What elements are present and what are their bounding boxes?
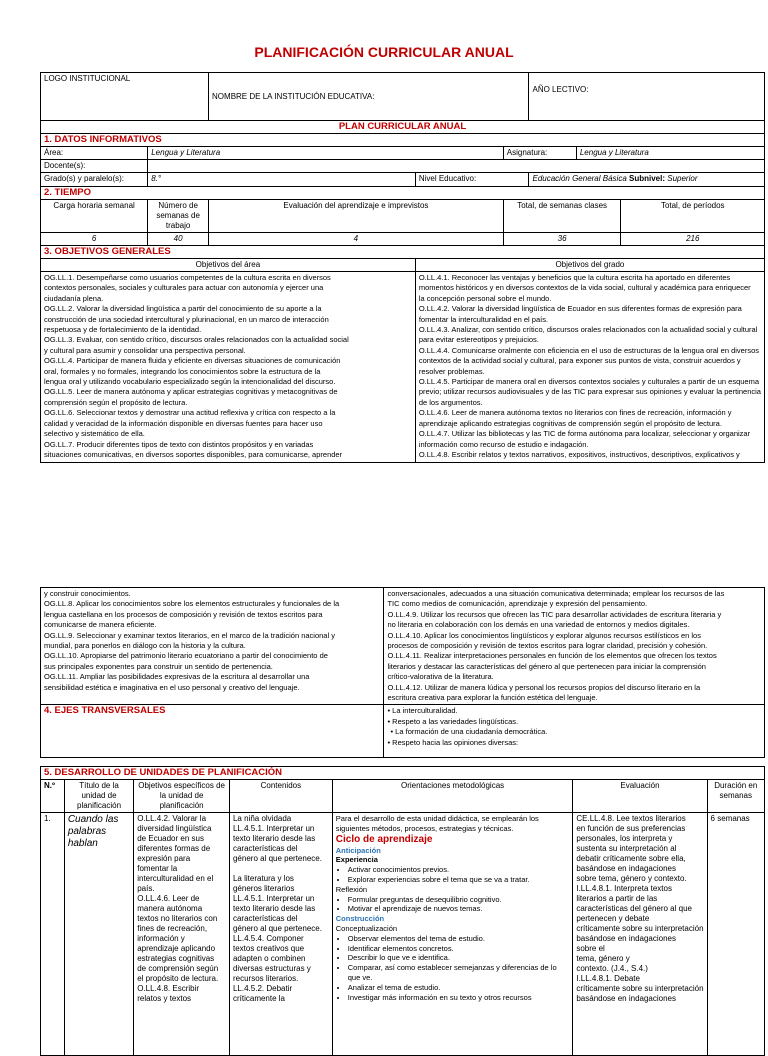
text-line: respetuosa y de fortalecimiento de la identidad. bbox=[44, 325, 202, 335]
col-contenidos: Contenidos bbox=[229, 780, 332, 813]
text-line: OG.LL.10. Apropiarse del patrimonio literario ecuatoriano a partir del conocimiento de bbox=[44, 651, 328, 661]
text-line: OG.LL.5. Leer de manera autónoma y aplicar estrategias cognitivas y metacognitivas de bbox=[44, 387, 338, 397]
row1-evaluacion bbox=[573, 813, 707, 1056]
obj-grado-lines bbox=[419, 273, 761, 460]
text-line: fines de recreación, bbox=[137, 924, 208, 933]
nivel-value-b: Subnivel: bbox=[629, 174, 666, 183]
text-line: lengua oral y utilizando vocabulario especializado según la intencionalidad del discurso. bbox=[44, 377, 336, 387]
docentes-value bbox=[148, 160, 765, 173]
text-line: crítico-valorativa de la literatura. bbox=[387, 672, 494, 682]
nivel-value-a: Educación General Básica bbox=[532, 174, 627, 183]
list-item: • Investigar más información en su texto y otros recursos bbox=[348, 993, 570, 1003]
obj-grado-cont bbox=[384, 588, 765, 705]
text-line: literarios a partir de las bbox=[576, 894, 658, 903]
text-line: LL.4.5.1. Interpretar un bbox=[232, 824, 315, 833]
section-desarrollo: 5. DESARROLLO DE UNIDADES DE PLANIFICACIÓN bbox=[41, 767, 765, 780]
orient-intro-1: Para el desarrollo de esta unidad didáctica, se emplearán los bbox=[335, 814, 539, 823]
text-line: O.LL.4.12. Utilizar de manera lúdica y personal los recursos propios del discurso literario en la bbox=[387, 682, 701, 692]
text-line: características del género al que bbox=[576, 904, 692, 913]
text-line: conversacionales, adecuados a una situación comunicativa determinada; emplear los recursos de las bbox=[387, 589, 725, 598]
text-line: personales, los interpreta y bbox=[576, 834, 673, 843]
text-line: O.LL.4.7. Utilizar las bibliotecas y las TIC de forma autónoma para localizar, seleccionar y organizar bbox=[418, 429, 751, 439]
text-line: sensibilidad estética e imaginativa en el uso personal y creativo del lenguaje. bbox=[44, 682, 300, 692]
tiempo-v1: 6 bbox=[41, 233, 148, 246]
text-line: momentos históricos y en diversos contextos de la vida social, cultural y académica para enriquecer bbox=[418, 283, 751, 293]
text-line: género al que pertenece. bbox=[232, 924, 322, 933]
text-line: críticamente sobre su interpretación bbox=[576, 984, 704, 993]
text-line: I.LL.4.8.1. Interpreta textos bbox=[576, 884, 672, 893]
text-line: basándose en indagaciones bbox=[576, 864, 676, 873]
text-line: relatos y textos bbox=[137, 994, 192, 1003]
text-line: ciudadanía plena. bbox=[44, 293, 104, 303]
text-line: interculturalidad en el bbox=[137, 874, 214, 883]
text-line: texto literario desde las bbox=[232, 834, 316, 843]
text-line: contextos de la actividad social y cultural, para exponer sus puntos de vista, construir acuerdos y bbox=[418, 356, 741, 366]
text-line: O.LL.4.11. Realizar interpretaciones personales en función de los elementos que ofrecen los textos bbox=[387, 651, 717, 661]
text-line: fomentar la interculturalidad en el país. bbox=[418, 314, 549, 324]
text-line: recursos literarios. bbox=[232, 974, 299, 983]
text-line: críticamente la bbox=[232, 994, 286, 1003]
tiempo-h5: Total, de períodos bbox=[621, 200, 765, 233]
text-line: previo; utilizar recursos audiovisuales y de las TIC para expresar sus opiniones y evaluar la pertinencia bbox=[418, 387, 761, 397]
obj-grado-cont-lines bbox=[387, 589, 761, 703]
ciclo-heading: Ciclo de aprendizaje bbox=[335, 833, 433, 845]
text-line: O.LL.4.1. Reconocer las ventajas y beneficios que la cultura escrita ha aportado en diferentes bbox=[418, 273, 731, 282]
text-line: oral, formales y no formales, integrando los conocimientos sobre la estructura de la bbox=[44, 366, 321, 376]
tiempo-h3: Evaluación del aprendizaje e imprevistos bbox=[209, 200, 504, 233]
area-value: Lengua y Literatura bbox=[148, 147, 504, 160]
eje-item: • Respeto a las variedades lingüísticas. bbox=[387, 716, 519, 726]
area-label: Área: bbox=[41, 147, 148, 160]
row1-evaluacion-lines bbox=[576, 814, 703, 1004]
text-line: sus principales exponentes para construir un sentido de pertenencia. bbox=[44, 661, 273, 671]
col-n: N.º bbox=[41, 780, 65, 813]
text-line: O.LL.4.10. Aplicar los conocimientos lingüísticos y explorar algunos recursos estilísticos en los bbox=[387, 630, 701, 640]
text-line: basándose en indagaciones bbox=[576, 994, 676, 1003]
obj-area-head: Objetivos del área bbox=[41, 259, 416, 272]
text-line: y cultural para asumir y consolidar una perspectiva personal. bbox=[44, 345, 246, 355]
text-line: mundial, para ponerlos en diálogo con la historia y la cultura. bbox=[44, 641, 246, 651]
document-title: PLANIFICACIÓN CURRICULAR ANUAL bbox=[254, 44, 514, 60]
header-table bbox=[40, 72, 765, 463]
text-line: para evitar estereotipos y prejuicios. bbox=[418, 335, 539, 345]
text-line: pertenecen y debate bbox=[576, 914, 650, 923]
list-item: • Describir lo que ve e identifica. bbox=[348, 953, 570, 963]
orient-intro-2: siguientes métodos, procesos, estrategias y técnicas. bbox=[335, 823, 514, 833]
text-line: y construir conocimientos. bbox=[44, 589, 131, 598]
text-line: textos creativos que bbox=[232, 944, 305, 953]
reflexion-heading: Reflexión bbox=[335, 884, 368, 894]
text-line: textos no literarios con bbox=[137, 914, 218, 923]
text-line: OG.LL.2. Valorar la diversidad lingüística a partir del conocimiento de su aporte a la bbox=[44, 304, 322, 314]
text-line: basándose en indagaciones bbox=[576, 934, 676, 943]
tiempo-v5: 216 bbox=[621, 233, 765, 246]
list-item: • Formular preguntas de desequilibrio cognitivo. bbox=[348, 895, 570, 905]
text-line: país. bbox=[137, 884, 155, 893]
obj-grado-text bbox=[415, 272, 764, 463]
text-line: de los argumentos. bbox=[418, 397, 483, 407]
text-line: OG.LL.1. Desempeñarse como usuarios competentes de la cultura escrita en diversos bbox=[44, 273, 331, 282]
list-item: • Identificar elementos concretos. bbox=[348, 944, 570, 954]
text-line: calidad y veracidad de la información disponible en diversas fuentes para hacer uso bbox=[44, 418, 323, 428]
text-line: de comprensión según bbox=[137, 964, 219, 973]
section-tiempo: 2. TIEMPO bbox=[41, 187, 765, 200]
tiempo-h1: Carga horaria semanal bbox=[41, 200, 148, 233]
grado-value: 8.° bbox=[148, 173, 416, 187]
text-line: OG.LL.11. Ampliar las posibilidades expresivas de la escritura al desarrollar una bbox=[44, 672, 310, 682]
text-line: géneros literarios bbox=[232, 884, 295, 893]
list-item: • Comparar, así como establecer semejanzas y diferencias de lo que ve. bbox=[348, 963, 570, 983]
row1-objetivos-lines bbox=[137, 814, 226, 1004]
conceptualizacion-list bbox=[336, 934, 570, 1003]
text-line: OG.LL.7. Producir diferentes tipos de texto con distintos propósitos y en variadas bbox=[44, 439, 314, 449]
institution-label: NOMBRE DE LA INSTITUCIÓN EDUCATIVA: bbox=[212, 91, 375, 101]
text-line: comunicarse de manera eficiente. bbox=[44, 620, 157, 630]
nivel-value-c: Superior bbox=[667, 174, 698, 183]
grado-label: Grado(s) y paralelo(s): bbox=[41, 173, 148, 187]
text-line: O.LL.4.5. Participar de manera oral en diversos contextos sociales y culturales a partir de un esquema bbox=[418, 377, 760, 387]
text-line: texto literario desde las bbox=[232, 904, 316, 913]
list-item: • Analizar el tema de estudio. bbox=[348, 983, 570, 993]
row1-orientaciones bbox=[332, 813, 573, 1056]
text-line: procesos de composición y revisión de textos escritos para lograr claridad, precisión y cohesión. bbox=[387, 641, 708, 651]
text-line: OG.LL.4. Participar de manera fluida y eficiente en diversas situaciones de comunicación bbox=[44, 356, 341, 366]
text-line: escritura creativa para explorar la función estética del lenguaje. bbox=[387, 693, 598, 703]
text-line: adapten o combinen bbox=[232, 954, 306, 963]
text-line: TIC como medios de comunicación, aprendizaje y expresión del pensamiento. bbox=[387, 599, 648, 609]
text-line: diferentes formas de bbox=[137, 844, 211, 853]
anticipacion-heading: Anticipación bbox=[335, 845, 381, 855]
text-line: el propósito de lectura. bbox=[137, 974, 219, 983]
text-line: O.LL.4.2. Valorar la diversidad lingüística de Ecuador en sus diferentes formas de expresión para bbox=[418, 304, 742, 314]
eje-item: • Respeto hacia las opiniones diversas: bbox=[387, 737, 519, 747]
obj-area-cont bbox=[41, 588, 384, 705]
text-line: diversas estructuras y bbox=[232, 964, 311, 973]
docentes-label: Docente(s): bbox=[41, 160, 148, 173]
reflexion-list bbox=[336, 895, 570, 915]
text-line: construcción de una sociedad intercultural y plurinacional, en un marco de interacción bbox=[44, 314, 329, 324]
year-cell bbox=[529, 73, 765, 121]
experiencia-list bbox=[336, 865, 570, 885]
nivel-label: Nivel Educativo: bbox=[415, 173, 529, 187]
text-line: O.LL.4.4. Comunicarse oralmente con eficiencia en el uso de estructuras de la lengua oral en diversos bbox=[418, 345, 760, 355]
tiempo-v3: 4 bbox=[209, 233, 504, 246]
conceptualizacion-heading: Conceptualización bbox=[335, 923, 398, 933]
tiempo-v2: 40 bbox=[148, 233, 209, 246]
text-line: contexto. (J.4., S.4.) bbox=[576, 964, 648, 973]
text-line: información y bbox=[137, 934, 185, 943]
year-label: AÑO LECTIVO: bbox=[532, 85, 589, 94]
experiencia-heading: Experiencia bbox=[335, 855, 378, 865]
text-line: OG.LL.8. Aplicar los conocimientos sobre los elementos estructurales y funcionales de la bbox=[44, 599, 340, 609]
row1-contenidos bbox=[229, 813, 332, 1056]
text-line: OG.LL.9. Seleccionar y examinar textos literarios, en el marco de la tradición nacional y bbox=[44, 630, 335, 640]
col-duracion: Duración en semanas bbox=[707, 780, 764, 813]
text-line: aprendizaje aplicando bbox=[137, 944, 216, 953]
text-line: O.LL.4.6. Leer de manera autónoma textos no literarios con fines de recreación, información y bbox=[418, 408, 732, 418]
text-line: información como recurso de estudio e indagación. bbox=[418, 439, 589, 449]
text-line bbox=[233, 864, 329, 874]
text-line: género al que pertenece. bbox=[232, 854, 322, 863]
logo-label: LOGO INSTITUCIONAL bbox=[44, 74, 131, 83]
eje-item: • La formación de una ciudadanía democrática. bbox=[390, 727, 548, 737]
tiempo-h2: Número de semanas de trabajo bbox=[148, 200, 209, 233]
text-line: manera autónoma bbox=[137, 904, 203, 913]
tiempo-h4: Total, de semanas clases bbox=[503, 200, 621, 233]
text-line: La niña olvidada bbox=[232, 814, 292, 823]
text-line: O.LL.4.6. Leer de bbox=[137, 894, 200, 903]
row1-duracion: 6 semanas bbox=[707, 813, 764, 1056]
institution-cell bbox=[209, 73, 529, 121]
text-line: contextos personales, sociales y culturales para actuar con autonomía y ejercer una bbox=[44, 283, 324, 293]
text-line: situaciones comunicativas, en diversos soportes disponibles, para comunicarse, aprender bbox=[44, 449, 343, 459]
text-line: características del bbox=[232, 844, 298, 853]
obj-area-cont-lines bbox=[44, 589, 380, 693]
text-line: sobre tema, género y contexto. bbox=[576, 874, 687, 883]
text-line: resolver problemas. bbox=[418, 366, 485, 376]
text-line: la concepción personal sobre el mundo. bbox=[418, 293, 552, 303]
plan-title: PLAN CURRICULAR ANUAL bbox=[41, 121, 765, 134]
logo-cell bbox=[41, 73, 209, 121]
text-line: diversidad lingüística bbox=[137, 824, 212, 833]
section-datos: 1. DATOS INFORMATIVOS bbox=[41, 134, 765, 147]
asignatura-value: Lengua y Literatura bbox=[576, 147, 764, 160]
text-line: estrategias cognitivas bbox=[137, 954, 215, 963]
col-objetivos: Objetivos específicos de la unidad de planificación bbox=[134, 780, 230, 813]
text-line: no literaria en colaboración con los demás en una variedad de entornos y medios digitales. bbox=[387, 620, 690, 630]
tiempo-v4: 36 bbox=[503, 233, 621, 246]
list-item: • Motivar el aprendizaje de nuevos temas. bbox=[348, 904, 570, 914]
text-line: O.LL.4.9. Utilizar los recursos que ofrecen las TIC para desarrollar actividades de escritura literaria y bbox=[387, 609, 722, 619]
row1-n: 1. bbox=[41, 813, 65, 1056]
desarrollo-table bbox=[40, 766, 765, 1056]
text-line: La literatura y los bbox=[232, 874, 294, 883]
text-line: LL.4.5.4. Componer bbox=[232, 934, 304, 943]
obj-area-text bbox=[41, 272, 416, 463]
text-line: comprensión según el propósito de lectura. bbox=[44, 397, 188, 407]
text-line: sobre el bbox=[576, 944, 605, 953]
row1-objetivos bbox=[134, 813, 230, 1056]
col-orientaciones: Orientaciones metodológicas bbox=[332, 780, 573, 813]
objetivos-cont-table bbox=[40, 587, 765, 758]
list-item: • Observar elementos del tema de estudio. bbox=[348, 934, 570, 944]
nivel-value bbox=[529, 173, 765, 187]
col-evaluacion: Evaluación bbox=[573, 780, 707, 813]
list-item: • Explorar experiencias sobre el tema que se va a tratar. bbox=[348, 875, 570, 885]
obj-grado-head: Objetivos del grado bbox=[415, 259, 764, 272]
text-line: O.LL.4.3. Analizar, con sentido crítico, discursos orales relacionados con la actualidad social y cultural bbox=[418, 325, 758, 335]
obj-area-lines bbox=[44, 273, 412, 460]
text-line: LL.4.5.2. Debatir bbox=[232, 984, 293, 993]
text-line: características del bbox=[232, 914, 298, 923]
ejes-list bbox=[384, 705, 765, 758]
text-line: expresión para bbox=[137, 854, 191, 863]
text-line: O.LL.4.8. Escribir bbox=[137, 984, 200, 993]
text-line: en función de sus preferencias bbox=[576, 824, 686, 833]
section-objetivos: 3. OBJETIVOS GENERALES bbox=[41, 246, 765, 259]
text-line: LL.4.5.1. Interpretar un bbox=[232, 894, 315, 903]
text-line: críticamente sobre su interpretación bbox=[576, 924, 704, 933]
row1-contenidos-lines bbox=[233, 814, 329, 1004]
text-line: literarios y destacar las características del género al que pertenecen para iniciar la comprensión bbox=[387, 661, 706, 671]
asignatura-label: Asignatura: bbox=[503, 147, 576, 160]
text-line: OG.LL.6. Seleccionar textos y demostrar una actitud reflexiva y crítica con respecto a la bbox=[44, 408, 336, 418]
text-line: lengua castellana en los procesos de composición y revisión de textos escritos para bbox=[44, 609, 323, 619]
text-line: OG.LL.3. Evaluar, con sentido crítico, discursos orales relacionados con la actualidad social bbox=[44, 335, 349, 345]
list-item: • Activar conocimientos previos. bbox=[348, 865, 570, 875]
col-titulo: Título de la unidad de planificación bbox=[64, 780, 133, 813]
row1-titulo: Cuando las palabras hablan bbox=[64, 813, 133, 1056]
section-ejes: 4. EJES TRANSVERSALES bbox=[41, 705, 384, 758]
construccion-heading: Construcción bbox=[335, 914, 385, 924]
text-line: O.LL.4.2. Valorar la bbox=[137, 814, 207, 823]
eje-item: • La interculturalidad. bbox=[387, 706, 458, 716]
text-line: sustenta su interpretación al bbox=[576, 844, 677, 853]
text-line: de Ecuador en sus bbox=[137, 834, 204, 843]
text-line: tema, género y bbox=[576, 954, 630, 963]
text-line: debatir críticamente sobre ella, bbox=[576, 854, 686, 863]
text-line: selectivo y sistemático de ella. bbox=[44, 429, 145, 439]
text-line: CE.LL.4.8. Lee textos literarios bbox=[576, 814, 686, 823]
text-line: aprendizaje aplicando estrategias cognitivas de comprensión según el propósito de lectura. bbox=[418, 418, 722, 428]
text-line: fomentar la bbox=[137, 864, 178, 873]
text-line: I.LL.4.8.1. Debate bbox=[576, 974, 640, 983]
text-line: O.LL.4.8. Escribir relatos y textos narrativos, expositivos, instructivos, descriptivos, explicativos y bbox=[418, 449, 740, 459]
